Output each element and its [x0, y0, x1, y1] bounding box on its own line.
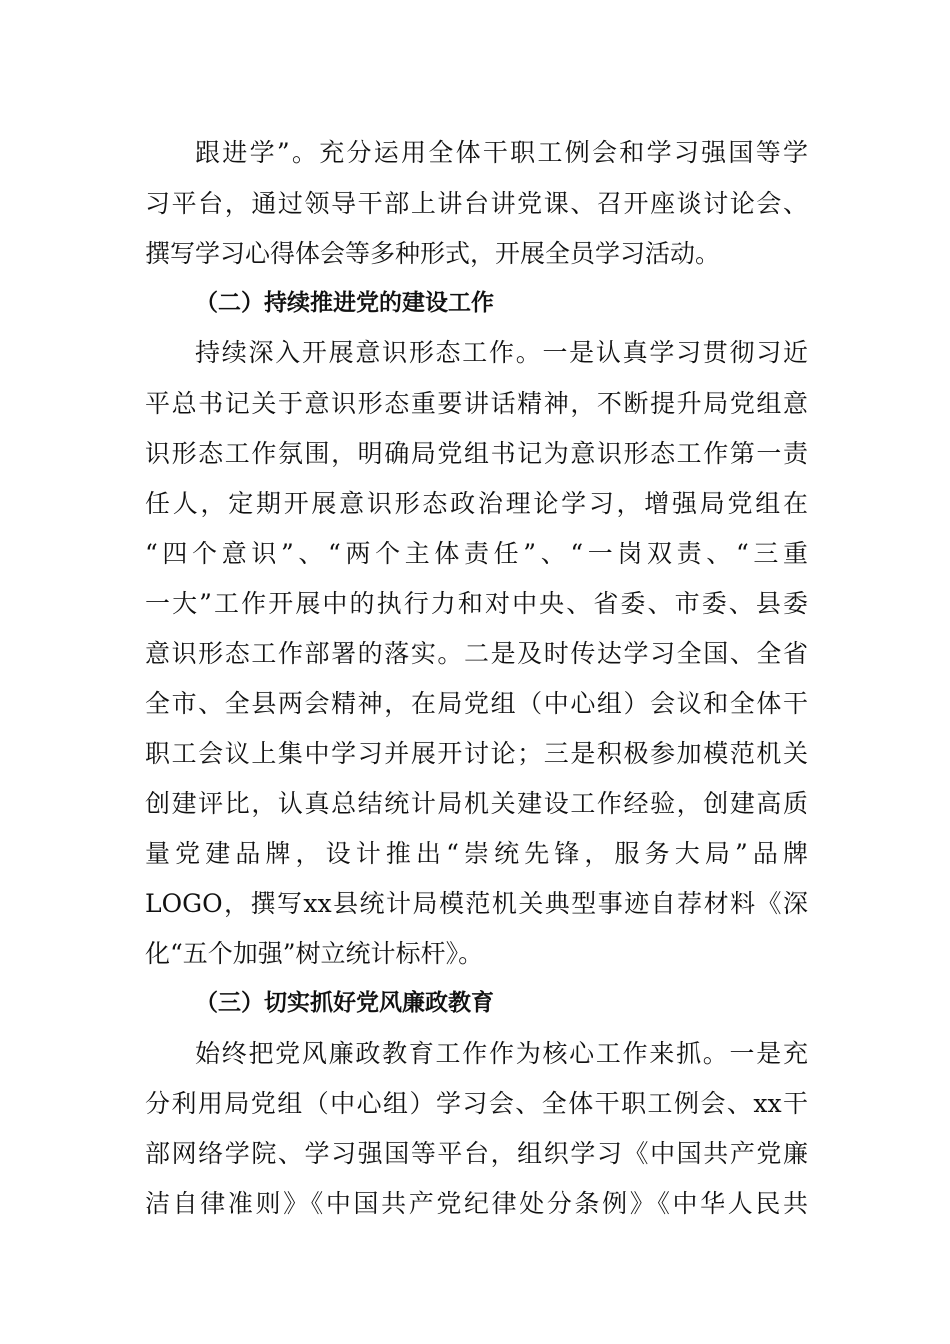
- paragraph-line: 化“五个加强”树立统计标杆》。: [145, 939, 484, 968]
- paragraph-line: 一大”工作开展中的执行力和对中央、省委、市委、县委: [145, 589, 808, 618]
- section-heading: （二）持续推进党的建设工作: [195, 290, 494, 316]
- paragraph-line: 平总书记关于意识形态重要讲话精神，不断提升局党组意: [145, 389, 808, 418]
- paragraph-line: LOGO，撰写xx县统计局模范机关典型事迹自荐材料《深: [145, 889, 808, 918]
- paragraph-line: 任人，定期开展意识形态政治理论学习，增强局党组在: [145, 489, 808, 518]
- paragraph-line: 洁自律准则》《中国共产党纪律处分条例》《中华人民共: [145, 1189, 808, 1218]
- paragraph-line: 跟进学”。充分运用全体干职工例会和学习强国等学: [195, 138, 808, 167]
- paragraph-line: 习平台，通过领导干部上讲台讲党课、召开座谈讨论会、: [145, 189, 808, 218]
- paragraph-line: 分利用局党组（中心组）学习会、全体干职工例会、xx干: [145, 1089, 808, 1118]
- paragraph-line: 职工会议上集中学习并展开讨论；三是积极参加模范机关: [145, 739, 808, 768]
- section-heading: （三）切实抓好党风廉政教育: [195, 990, 494, 1016]
- paragraph-line: 识形态工作氛围，明确局党组书记为意识形态工作第一责: [145, 439, 808, 468]
- paragraph-line: 始终把党风廉政教育工作作为核心工作来抓。一是充: [195, 1039, 808, 1068]
- paragraph-line: 创建评比，认真总结统计局机关建设工作经验，创建高质: [145, 789, 808, 818]
- paragraph-line: “四个意识”、“两个主体责任”、“一岗双责、“三重: [145, 539, 808, 568]
- paragraph-line: 全市、全县两会精神，在局党组（中心组）会议和全体干: [145, 689, 808, 718]
- paragraph-line: 意识形态工作部署的落实。二是及时传达学习全国、全省: [145, 639, 808, 668]
- paragraph-line: 部网络学院、学习强国等平台，组织学习《中国共产党廉: [145, 1139, 808, 1168]
- paragraph-line: 撰写学习心得体会等多种形式，开展全员学习活动。: [145, 239, 721, 268]
- paragraph-line: 持续深入开展意识形态工作。一是认真学习贯彻习近: [195, 338, 808, 367]
- paragraph-line: 量党建品牌，设计推出“崇统先锋，服务大局”品牌: [145, 839, 808, 868]
